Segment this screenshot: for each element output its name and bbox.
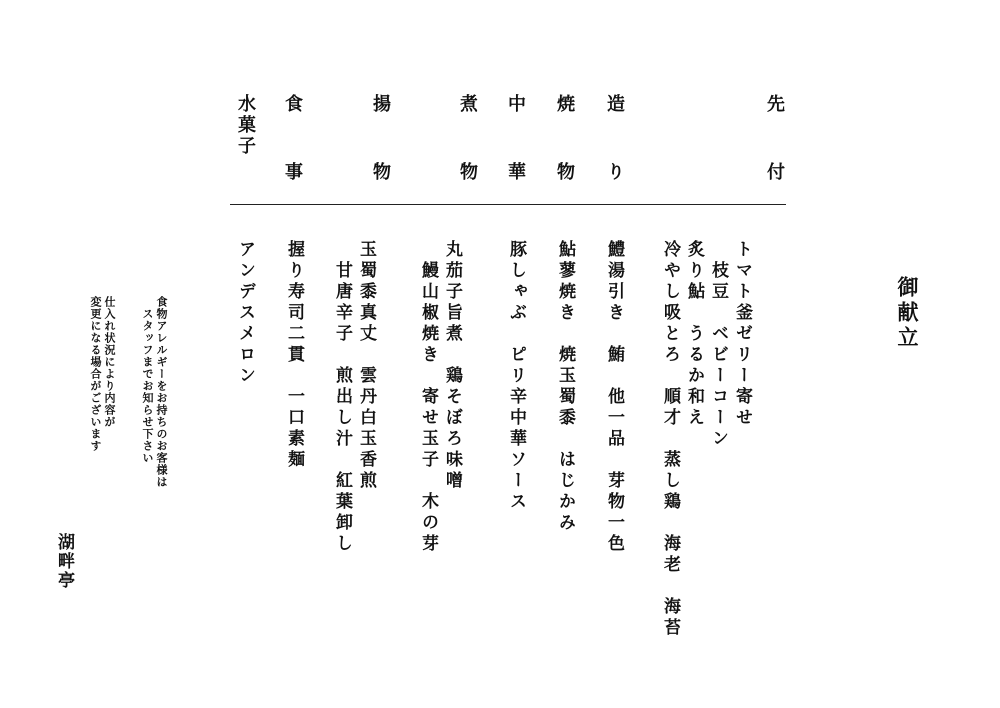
dishes-nimono: 丸茄子旨煮 鶏そぼろ味噌 鰻山椒焼き 寄せ玉子 木の芽 (418, 240, 462, 555)
dishes-shokuji: 握り寿司二貫 一口素麺 (284, 240, 304, 471)
dishes-tsukuri: 鱧湯引き 鮪 他一品 芽物一色 (604, 240, 624, 555)
course-name-chuka: 中 華 (505, 94, 526, 196)
allergy-note: 食物アレルギーをお持ちのお客様は スタッフまでお知らせ下さい (141, 296, 168, 488)
restaurant-name: 湖畔亭 (54, 533, 74, 590)
dishes-chuka: 豚しゃぶ ピリ辛中華ソース (506, 240, 526, 513)
dishes-yakimono: 鮎蓼焼き 焼玉蜀黍 はじかみ (555, 240, 575, 534)
menu-title: 御献立 (895, 276, 920, 351)
dishes-mizugashi: アンデスメロン (235, 240, 255, 387)
course-name-shokuji: 食 事 (282, 94, 303, 196)
course-name-tsukuri: 造 り (604, 94, 625, 196)
course-name-mizugashi: 水菓子 (235, 94, 256, 157)
course-name-sakizuke: 先 付 (764, 94, 785, 196)
course-name-yakimono: 焼 物 (554, 94, 575, 196)
dishes-sakizuke: トマト釜ゼリー寄せ 枝豆 ベビーコーン 炙り鮎 うるか和え 冷やし吸とろ 順才 蒸し鶏 海老 海苔 (660, 240, 752, 639)
dishes-agemono: 玉蜀黍真丈 雲丹白玉香煎 甘唐辛子 煎出し汁 紅葉卸し (332, 240, 376, 555)
course-name-nimono: 煮 物 (457, 94, 478, 196)
course-name-agemono: 揚 物 (370, 94, 391, 196)
section-divider (230, 204, 786, 205)
stock-note: 仕入れ状況により内容が 変更になる場合がございます (89, 296, 116, 452)
